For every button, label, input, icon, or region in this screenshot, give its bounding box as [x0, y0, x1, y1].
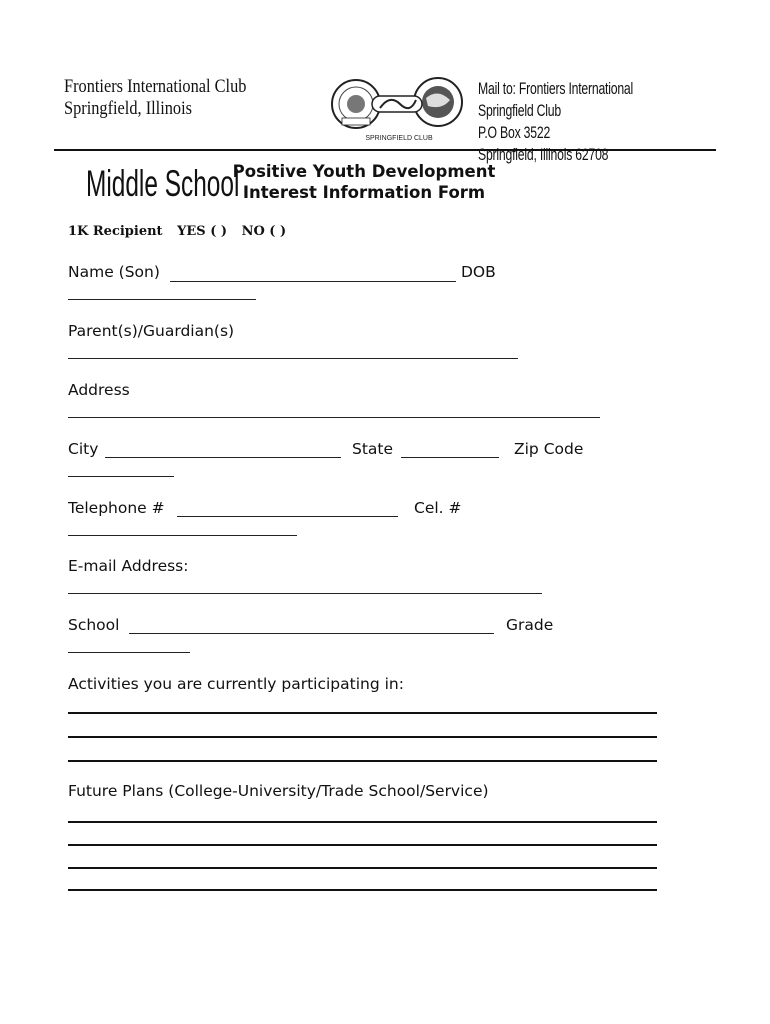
parents-label: Parent(s)/Guardian(s)	[68, 322, 235, 340]
name-field[interactable]	[170, 281, 456, 282]
mail-line2: P.O Box 3522	[478, 123, 551, 142]
zip-label: Zip Code	[514, 440, 584, 458]
header-divider	[54, 149, 716, 151]
frontiers-club-seal-icon	[328, 74, 472, 144]
email-label: E-mail Address:	[68, 557, 189, 575]
grade-field[interactable]	[68, 652, 190, 653]
cel-label: Cel. #	[414, 499, 462, 517]
form-title-line1: Positive Youth Development	[232, 162, 496, 181]
mail-line3: Springfield, Illinois 62708	[478, 145, 609, 164]
dob-field[interactable]	[68, 299, 256, 300]
state-label: State	[352, 440, 394, 458]
zip-field[interactable]	[68, 476, 174, 477]
org-name	[64, 76, 246, 120]
cel-field[interactable]	[68, 535, 297, 536]
future-plans-label: Future Plans (College-University/Trade School/Service)	[68, 782, 489, 800]
activities-line-3[interactable]	[68, 760, 657, 762]
org-name-line2: Springfield, Illinois	[64, 98, 192, 119]
school-label: School	[68, 616, 120, 634]
form-title	[214, 161, 514, 203]
recipient-no-option[interactable]: NO ( )	[241, 224, 287, 239]
mail-line1: Mail to: Frontiers International Springfield Club	[478, 79, 634, 120]
telephone-label: Telephone #	[68, 499, 165, 517]
name-label: Name (Son)	[68, 263, 160, 281]
future-plans-line-1[interactable]	[68, 821, 657, 823]
city-label: City	[68, 440, 99, 458]
org-name-line1: Frontiers International Club	[64, 76, 247, 97]
email-field[interactable]	[68, 593, 542, 594]
address-field[interactable]	[68, 417, 600, 418]
mailing-address	[478, 78, 688, 166]
recipient-row	[68, 224, 296, 239]
future-plans-line-2[interactable]	[68, 844, 657, 846]
telephone-field[interactable]	[177, 516, 398, 517]
grade-label: Grade	[506, 616, 554, 634]
activities-line-1[interactable]	[68, 712, 657, 714]
state-field[interactable]	[401, 457, 499, 458]
recipient-yes-option[interactable]: YES ( )	[177, 224, 228, 239]
logo-caption: SPRINGFIELD CLUB	[365, 135, 433, 142]
activities-line-2[interactable]	[68, 736, 657, 738]
dob-label: DOB	[461, 263, 496, 281]
form-title-line2: Interest Information Form	[242, 183, 486, 202]
recipient-label: 1K Recipient	[68, 224, 163, 239]
school-level: Middle School	[86, 163, 240, 204]
activities-label: Activities you are currently participating in:	[68, 675, 404, 693]
address-label: Address	[68, 381, 130, 399]
future-plans-line-4[interactable]	[68, 889, 657, 891]
city-field[interactable]	[105, 457, 341, 458]
school-field[interactable]	[129, 633, 494, 634]
future-plans-line-3[interactable]	[68, 867, 657, 869]
parents-field[interactable]	[68, 358, 518, 359]
